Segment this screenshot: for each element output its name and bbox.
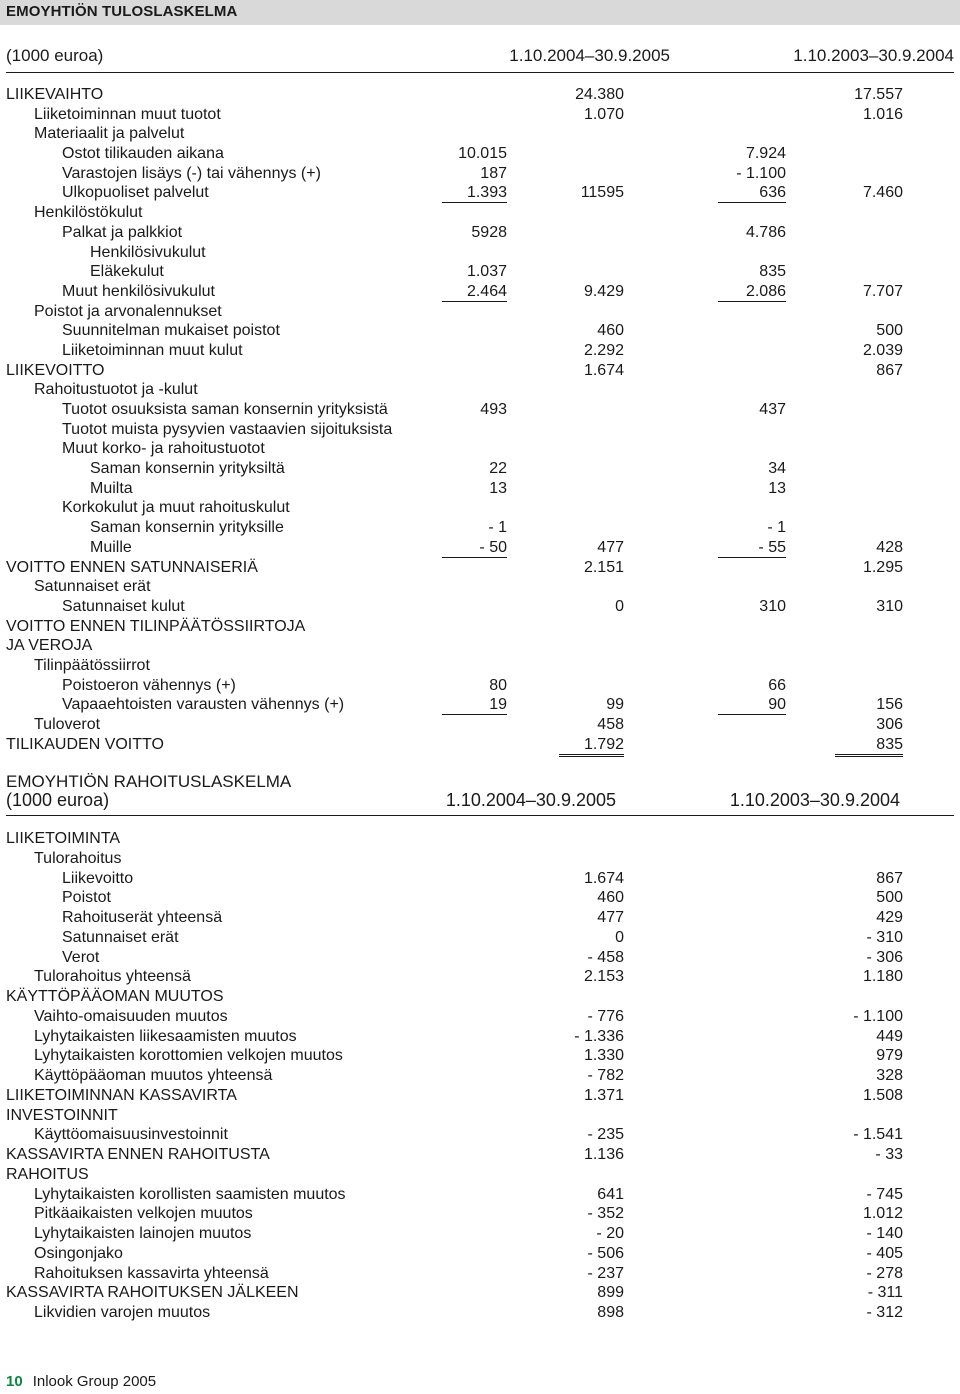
row-label: KASSAVIRTA ENNEN RAHOITUSTA: [6, 1146, 270, 1163]
value-cell: 429: [876, 909, 903, 926]
value-cell: - 33: [875, 1146, 903, 1163]
value-cell: 11595: [580, 184, 624, 202]
row-label: Lyhytaikaisten liikesaamisten muutos: [34, 1027, 297, 1045]
table-row: [0, 869, 960, 889]
row-label: Palkat ja palkkiot: [62, 223, 183, 241]
value-cell: 13: [768, 479, 786, 497]
table-row: [0, 341, 960, 361]
table-row: [0, 1185, 960, 1205]
value-cell: - 50: [442, 538, 507, 558]
value-cell: 449: [876, 1027, 903, 1045]
row-label: Rahoitustuotot ja -kulut: [34, 381, 198, 399]
row-label: Poistot ja arvonalennukset: [34, 302, 222, 320]
value-cell: - 782: [587, 1067, 624, 1084]
table-row: [0, 144, 960, 164]
value-cell: 493: [480, 401, 507, 418]
row-label: Lyhytaikaisten korollisten saamisten muutos: [34, 1185, 346, 1203]
value-cell: 34: [768, 460, 786, 478]
row-label: LIIKETOIMINNAN KASSAVIRTA: [6, 1086, 237, 1104]
table-row: [0, 829, 960, 849]
row-label: Likvidien varojen muutos: [34, 1304, 211, 1321]
row-label: Muille: [90, 538, 132, 556]
table-row: [0, 676, 960, 696]
table-row: [0, 518, 960, 538]
value-cell: - 506: [587, 1244, 624, 1262]
table-row: [0, 361, 960, 381]
value-cell: 0: [615, 928, 624, 946]
row-label: KASSAVIRTA RAHOITUKSEN JÄLKEEN: [6, 1284, 299, 1302]
table-row: [0, 498, 960, 518]
value-cell: 835: [759, 263, 786, 281]
value-cell: 899: [597, 1284, 624, 1302]
table-row: [0, 558, 960, 578]
row-label: Tuotot muista pysyvien vastaavien sijoituksista: [62, 420, 393, 438]
row-label: Vapaaehtoisten varausten vähennys (+): [62, 696, 345, 714]
value-cell: 310: [876, 597, 903, 615]
value-cell: 428: [876, 538, 903, 556]
row-label: Varastojen lisäys (-) tai vähennys (+): [62, 164, 321, 182]
value-cell: 2.086: [718, 282, 786, 302]
value-cell: - 278: [866, 1264, 903, 1282]
cashflow-title: EMOYHTIÖN RAHOITUSLASKELMA: [6, 772, 292, 791]
value-cell: 2.464: [442, 282, 507, 302]
table-row: [0, 617, 960, 637]
value-cell: 835: [835, 735, 903, 757]
value-cell: 477: [597, 909, 624, 926]
value-cell: 0: [615, 597, 624, 615]
row-label: Rahoituksen kassavirta yhteensä: [34, 1264, 269, 1282]
table-row: [0, 928, 960, 948]
row-label: Rahoituserät yhteensä: [62, 909, 223, 926]
value-cell: - 312: [866, 1304, 903, 1321]
value-cell: - 1: [767, 519, 786, 537]
row-label: Pitkäaikaisten velkojen muutos: [34, 1205, 253, 1223]
value-cell: 898: [597, 1304, 624, 1321]
table-row: [0, 695, 960, 715]
row-label: Henkilöstökulut: [34, 204, 143, 222]
value-cell: 310: [759, 597, 786, 615]
table-row: [0, 597, 960, 617]
value-cell: 1.070: [583, 105, 624, 123]
row-label: Saman konsernin yrityksiltä: [90, 460, 285, 478]
cashflow-period-previous-label: 1.10.2003–30.9.2004: [729, 790, 900, 810]
value-cell: - 235: [587, 1126, 624, 1144]
value-cell: 641: [597, 1185, 624, 1203]
value-cell: - 140: [866, 1225, 903, 1242]
table-row: [0, 380, 960, 400]
value-cell: - 1.541: [853, 1126, 903, 1144]
value-cell: 22: [489, 460, 507, 478]
value-cell: 7.460: [862, 184, 903, 202]
cashflow-statement-table: [0, 829, 960, 1323]
table-row: [0, 479, 960, 499]
value-cell: 2.039: [862, 341, 903, 359]
value-cell: 477: [597, 538, 624, 556]
value-cell: 9.429: [583, 282, 624, 300]
table-row: [0, 1303, 960, 1323]
row-label: Osingonjako: [34, 1244, 123, 1262]
value-cell: 156: [876, 696, 903, 714]
table-row: [0, 1204, 960, 1224]
row-label: Tulorahoitus yhteensä: [34, 968, 191, 986]
table-row: [0, 124, 960, 144]
value-cell: - 1.100: [853, 1007, 903, 1025]
page-title: EMOYHTIÖN TULOSLASKELMA: [6, 3, 238, 20]
value-cell: - 237: [587, 1264, 624, 1282]
table-row: [0, 1066, 960, 1086]
value-cell: - 776: [587, 1007, 624, 1025]
value-cell: 7.924: [745, 145, 786, 163]
value-cell: 10.015: [458, 145, 507, 163]
value-cell: 24.380: [575, 86, 624, 103]
table-row: [0, 715, 960, 735]
row-label: Käyttöpääoman muutos yhteensä: [34, 1067, 273, 1084]
value-cell: 460: [597, 889, 624, 907]
row-label: Tuloverot: [34, 716, 101, 733]
income-statement-table: [0, 85, 960, 754]
value-cell: 1.508: [862, 1086, 903, 1104]
table-row: [0, 987, 960, 1007]
table-row: [0, 203, 960, 223]
value-cell: - 1: [488, 519, 507, 537]
value-cell: 437: [759, 401, 786, 418]
table-row: [0, 321, 960, 341]
row-label: INVESTOINNIT: [6, 1106, 118, 1124]
value-cell: 328: [876, 1067, 903, 1084]
cashflow-unit-label: (1000 euroa): [6, 790, 110, 810]
value-cell: 7.707: [862, 282, 903, 300]
value-cell: 4.786: [745, 223, 786, 241]
value-cell: 1.792: [559, 735, 624, 757]
value-cell: 1.330: [583, 1047, 624, 1065]
table-row: [0, 243, 960, 263]
table-row: [0, 888, 960, 908]
value-cell: 1.674: [583, 361, 624, 379]
period-current-label: 1.10.2004–30.9.2005: [509, 46, 670, 65]
table-row: [0, 1165, 960, 1185]
row-label: VOITTO ENNEN SATUNNAISERIÄ: [6, 558, 258, 576]
cashflow-column-header: [0, 790, 960, 812]
value-cell: 1.295: [862, 558, 903, 576]
row-label: Suunnitelman mukaiset poistot: [62, 322, 280, 340]
table-row: [0, 223, 960, 243]
table-row: [0, 1125, 960, 1145]
value-cell: 1.393: [442, 183, 507, 203]
value-cell: 1.674: [583, 869, 624, 887]
value-cell: 2.153: [583, 968, 624, 986]
row-label: Poistot: [62, 889, 111, 907]
row-label: KÄYTTÖPÄÄOMAN MUUTOS: [6, 988, 224, 1005]
value-cell: - 352: [587, 1205, 624, 1223]
header-banner: [0, 0, 960, 25]
table-row: [0, 400, 960, 420]
table-row: [0, 1086, 960, 1106]
value-cell: 1.012: [862, 1205, 903, 1223]
table-row: [0, 538, 960, 558]
value-cell: 2.292: [583, 341, 624, 359]
value-cell: 187: [480, 164, 507, 182]
period-previous-label: 1.10.2003–30.9.2004: [793, 46, 954, 65]
table-row: [0, 735, 960, 755]
row-label: Ulkopuoliset palvelut: [62, 184, 209, 202]
table-row: [0, 1007, 960, 1027]
value-cell: 80: [489, 676, 507, 694]
row-label: Tulorahoitus: [34, 849, 122, 867]
table-row: [0, 282, 960, 302]
value-cell: - 20: [596, 1225, 624, 1242]
row-label: Henkilösivukulut: [90, 243, 206, 261]
unit-label: (1000 euroa): [6, 46, 104, 65]
table-row: [0, 1283, 960, 1303]
row-label: Muut korko- ja rahoitustuotot: [62, 440, 265, 458]
table-row: [0, 908, 960, 928]
value-cell: - 1.100: [736, 164, 786, 182]
row-label: Verot: [62, 948, 100, 966]
row-label: Poistoeron vähennys (+): [62, 676, 236, 694]
table-row: [0, 262, 960, 282]
row-label: Satunnaiset erät: [62, 928, 179, 946]
table-row: [0, 967, 960, 987]
row-label: Tuotot osuuksista saman konsernin yrityksistä: [62, 401, 388, 418]
value-cell: 1.037: [466, 263, 507, 281]
value-cell: - 1.336: [574, 1027, 624, 1045]
row-label: Vaihto-omaisuuden muutos: [34, 1007, 228, 1025]
row-label: Satunnaiset erät: [34, 578, 151, 596]
table-row: [0, 849, 960, 869]
value-cell: - 306: [866, 948, 903, 966]
table-row: [0, 577, 960, 597]
row-label: Käyttöomaisuusinvestoinnit: [34, 1126, 228, 1144]
table-row: [0, 85, 960, 105]
value-cell: 1.136: [583, 1146, 624, 1163]
table-row: [0, 1224, 960, 1244]
row-label: TILIKAUDEN VOITTO: [6, 735, 164, 753]
income-column-header: [0, 46, 960, 68]
value-cell: 90: [718, 695, 786, 715]
table-row: [0, 948, 960, 968]
table-row: [0, 636, 960, 656]
cashflow-header-divider: [6, 815, 954, 816]
table-row: [0, 1046, 960, 1066]
value-cell: 1.371: [583, 1086, 624, 1104]
value-cell: 979: [876, 1047, 903, 1065]
value-cell: 13: [489, 479, 507, 497]
table-row: [0, 164, 960, 184]
value-cell: 1.180: [862, 968, 903, 986]
row-label: Muut henkilösivukulut: [62, 282, 215, 300]
row-label: LIIKEVOITTO: [6, 361, 105, 379]
value-cell: 306: [876, 716, 903, 733]
value-cell: 458: [597, 716, 624, 733]
table-row: [0, 1027, 960, 1047]
value-cell: 500: [876, 889, 903, 907]
value-cell: 500: [876, 322, 903, 340]
row-label: VOITTO ENNEN TILINPÄÄTÖSSIIRTOJA: [6, 617, 306, 635]
value-cell: 19: [442, 695, 507, 715]
table-row: [0, 459, 960, 479]
value-cell: 1.016: [862, 105, 903, 123]
table-row: [0, 105, 960, 125]
row-label: LIIKEVAIHTO: [6, 86, 104, 103]
value-cell: - 405: [866, 1244, 903, 1262]
row-label: LIIKETOIMINTA: [6, 830, 121, 847]
table-row: [0, 1244, 960, 1264]
row-label: Liiketoiminnan muut kulut: [62, 341, 243, 359]
row-label: RAHOITUS: [6, 1165, 89, 1183]
value-cell: 636: [718, 183, 786, 203]
page-footer: [6, 1373, 156, 1390]
row-label: Eläkekulut: [90, 263, 164, 281]
row-label: Ostot tilikauden aikana: [62, 145, 224, 163]
row-label: Saman konsernin yrityksille: [90, 519, 284, 537]
row-label: Lyhytaikaisten lainojen muutos: [34, 1225, 252, 1242]
value-cell: 2.151: [583, 558, 624, 576]
table-row: [0, 1264, 960, 1284]
value-cell: 867: [876, 361, 903, 379]
table-row: [0, 302, 960, 322]
value-cell: 867: [876, 869, 903, 887]
header-divider: [6, 72, 954, 73]
value-cell: 66: [768, 676, 786, 694]
value-cell: 460: [597, 322, 624, 340]
table-row: [0, 1145, 960, 1165]
row-label: Liikevoitto: [62, 869, 134, 887]
row-label: Korkokulut ja muut rahoituskulut: [62, 499, 290, 517]
page-number: 10: [6, 1373, 23, 1390]
value-cell: 17.557: [854, 86, 903, 103]
table-row: [0, 1106, 960, 1126]
value-cell: - 458: [587, 948, 624, 966]
row-label: Muilta: [90, 479, 133, 497]
row-label: Materiaalit ja palvelut: [34, 125, 185, 143]
cashflow-period-current-label: 1.10.2004–30.9.2005: [445, 790, 616, 810]
row-label: Lyhytaikaisten korottomien velkojen muutos: [34, 1047, 343, 1065]
row-label: JA VEROJA: [6, 637, 93, 655]
table-row: [0, 183, 960, 203]
table-row: [0, 439, 960, 459]
publication-name: Inlook Group 2005: [32, 1373, 157, 1390]
value-cell: 99: [606, 696, 624, 714]
table-row: [0, 656, 960, 676]
value-cell: - 745: [866, 1185, 903, 1203]
value-cell: - 310: [866, 928, 903, 946]
row-label: Liiketoiminnan muut tuotot: [34, 105, 221, 123]
value-cell: - 55: [718, 538, 786, 558]
row-label: Satunnaiset kulut: [62, 597, 185, 615]
value-cell: - 311: [867, 1284, 903, 1302]
table-row: [0, 420, 960, 440]
row-label: Tilinpäätössiirrot: [34, 656, 150, 674]
value-cell: 5928: [471, 223, 507, 241]
